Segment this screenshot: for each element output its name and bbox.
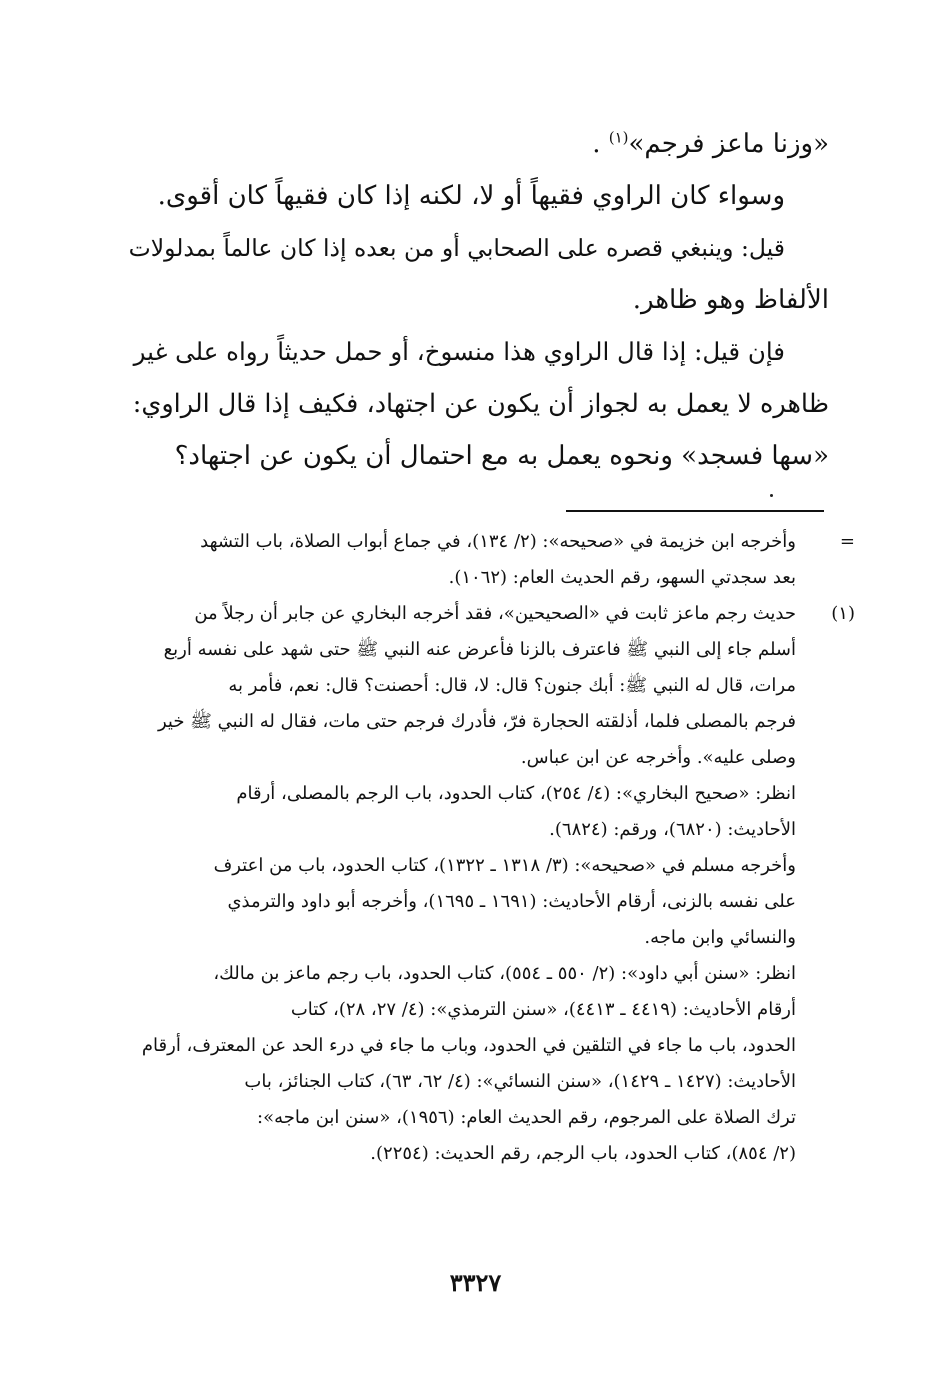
footnote-line: مرات، قال له النبي ﷺ: أبك جنون؟ قال: لا، قال: أحصنت؟ قال: نعم، فأمر به <box>228 675 796 696</box>
main-text-line-3: قيل: وينبغي قصره على الصحابي أو من بعده إذا كان عالماً بمدلولات <box>128 234 785 262</box>
quote-text: «وزنا ماعز فرجم» <box>628 129 829 159</box>
main-text-line-1 <box>122 118 829 170</box>
main-text-line-2: وسواء كان الراوي فقيهاً أو لا، لكنه إذا كان فقيهاً كان أقوى. <box>157 181 785 211</box>
footnote-line: الحدود، باب ما جاء في التلقين في الحدود، وباب ما جاء في درء الحد عن المعترف، أرقام <box>141 1035 796 1056</box>
footnote-line: الأحاديث: (٦٨٢٠)، ورقم: (٦٨٢٤). <box>549 819 796 840</box>
footnote-line: وصلى عليه». وأخرجه عن ابن عباس. <box>520 747 796 768</box>
footnote-line: انظر: «سنن أبي داود»: (٢/ ٥٥٠ ـ ٥٥٤)، كتاب الحدود، باب رجم ماعز بن مالك، <box>213 963 796 984</box>
footnote-1 <box>0 596 951 1172</box>
footnote-line: على نفسه بالزنى، أرقام الأحاديث: (١٦٩١ ـ ١٦٩٥)، وأخرجه أبو داود والترمذي <box>227 891 796 912</box>
footnote-continuation <box>0 524 951 596</box>
main-text <box>122 118 829 482</box>
footnote-line: الأحاديث: (١٤٢٧ ـ ١٤٢٩)، «سنن النسائي»: (٤/ ٦٢، ٦٣)، كتاب الجنائز، باب <box>244 1071 796 1092</box>
footnote-line: والنسائي وابن ماجه. <box>644 927 796 948</box>
stray-dot <box>770 494 773 497</box>
footnotes <box>0 524 951 1172</box>
footnote-line: فرجم بالمصلى فلما، أذلقته الحجارة فرّ، فأدرك فرجم حتى مات، فقال له النبي ﷺ خير <box>157 711 796 732</box>
footnote-reference: (١) <box>608 128 629 147</box>
footnote-line: بعد سجدتي السهو، رقم الحديث العام: (١٠٦٢). <box>448 567 796 588</box>
footnote-separator <box>566 510 824 512</box>
footnote-line: انظر: «صحيح البخاري»: (٤/ ٢٥٤)، كتاب الحدود، باب الرجم بالمصلى، أرقام <box>236 783 796 804</box>
continuation-marker: = <box>839 531 855 552</box>
main-text-line-4: الألفاظ وهو ظاهر. <box>632 285 829 315</box>
main-text-line-6: ظاهره لا يعمل به لجواز أن يكون عن اجتهاد، فكيف إذا قال الراوي: <box>132 389 829 419</box>
footnote-line: وأخرجه مسلم في «صحيحه»: (٣/ ١٣١٨ ـ ١٣٢٢)، كتاب الحدود، باب من اعترف <box>213 855 796 876</box>
footnote-line: حديث رجم ماعز ثابت في «الصحيحين»، فقد أخرجه البخاري عن جابر أن رجلاً من <box>194 603 796 624</box>
footnote-line: أسلم جاء إلى النبي ﷺ فاعترف بالزنا فأعرض عنه النبي ﷺ حتى شهد على نفسه أربع <box>163 639 796 660</box>
footnote-line: أرقام الأحاديث: (٤٤١٩ ـ ٤٤١٣)، «سنن الترمذي»: (٤/ ٢٧، ٢٨)، كتاب <box>290 999 796 1020</box>
footnote-line: وأخرجه ابن خزيمة في «صحيحه»: (٢/ ١٣٤)، في جماع أبواب الصلاة، باب التشهد <box>200 531 796 552</box>
footnote-marker: (١) <box>831 603 855 624</box>
footnote-line: ترك الصلاة على المرجوم، رقم الحديث العام: (١٩٥٦)، «سنن ابن ماجه»: <box>257 1107 796 1128</box>
sentence-end: . <box>592 129 601 159</box>
main-text-line-5: فإن قيل: إذا قال الراوي هذا منسوخ، أو حمل حديثاً رواه على غير <box>133 337 785 366</box>
footnote-line: (٢/ ٨٥٤)، كتاب الحدود، باب الرجم، رقم الحديث: (٢٢٥٤). <box>370 1143 796 1164</box>
page-number: ٣٣٢٧ <box>449 1268 502 1297</box>
main-text-line-7: «سها فسجد» ونحوه يعمل به مع احتمال أن يكون عن اجتهاد؟ <box>174 441 829 471</box>
